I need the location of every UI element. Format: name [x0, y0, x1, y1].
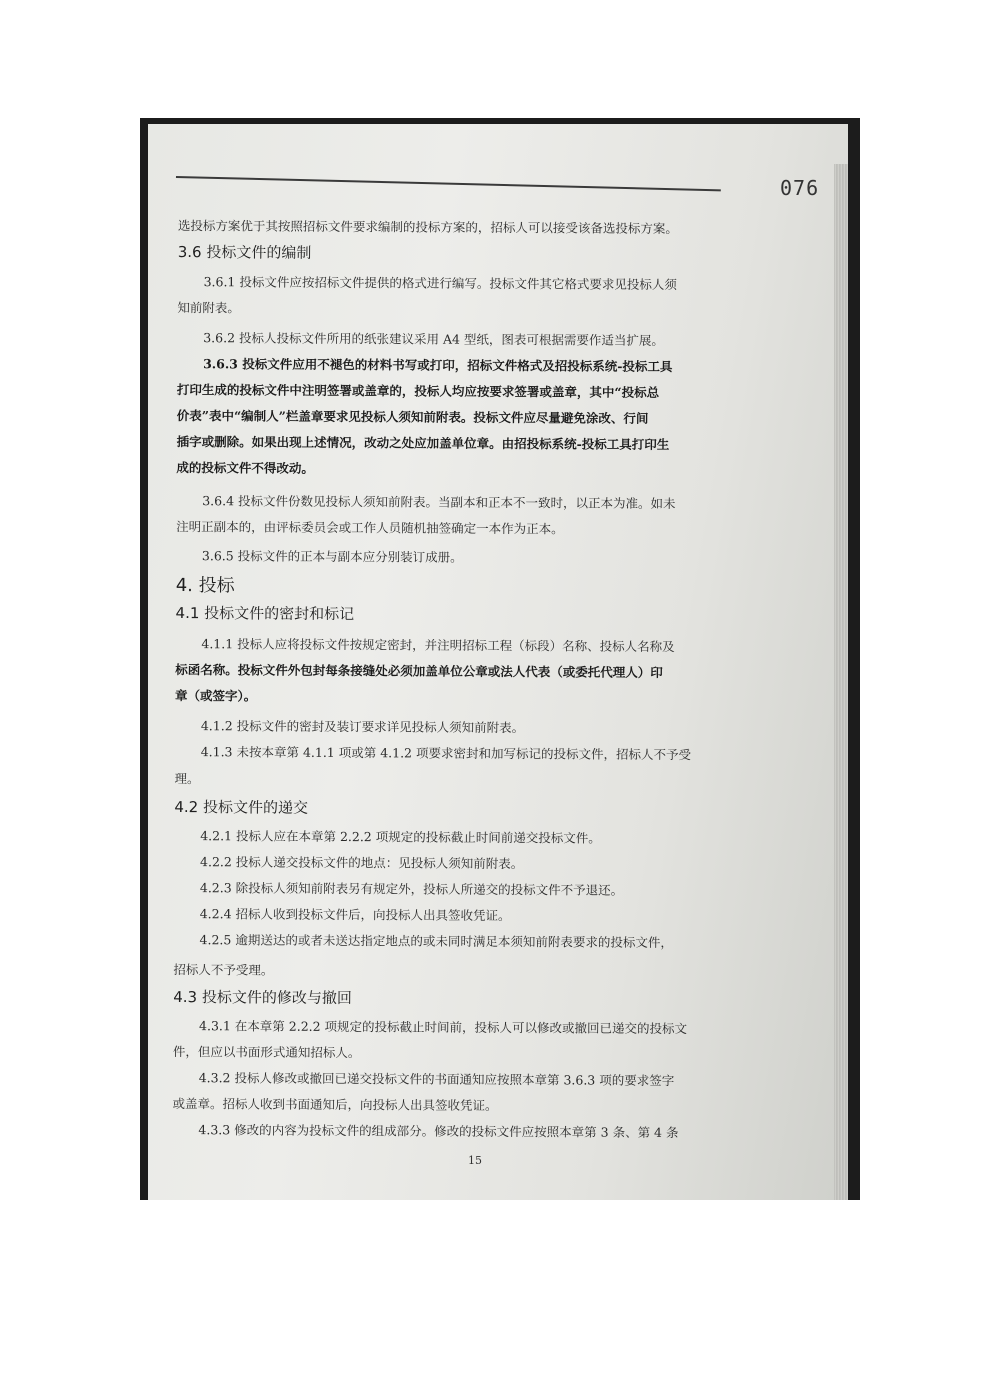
text-line: 4.3.2 投标人修改或撤回已递交投标文件的书面通知应按照本章第 3.6.3 项的要求签字 [198, 1070, 675, 1089]
document-photo [140, 118, 860, 1200]
text-line: 成的投标文件不得改动。 [176, 459, 315, 476]
text-line: 4.3.1 在本章第 2.2.2 项规定的投标截止时间前，投标人可以修改或撤回已递交的投标文 [199, 1018, 688, 1037]
chapter-heading: 4. 投标 [175, 574, 235, 597]
text-line: 理。 [174, 770, 200, 787]
text-line: 4.2.3 除投标人须知前附表另有规定外，投标人所递交的投标文件不予退还。 [199, 880, 624, 898]
section-heading: 4.1 投标文件的密封和标记 [175, 603, 355, 624]
page-number: 15 [468, 1154, 482, 1167]
text-line: 选投标方案优于其按照招标文件要求编制的投标方案的，招标人可以接受该备选投标方案。 [177, 217, 678, 237]
text-line: 3.6.4 投标文件份数见投标人须知前附表。当副本和正本不一致时，以正本为准。如未 [202, 493, 676, 512]
text-line: 或盖章。招标人收到书面通知后，向投标人出具签收凭证。 [172, 1095, 498, 1113]
text-line: 招标人不予受理。 [173, 961, 274, 978]
text-line: 3.6.5 投标文件的正本与副本应分别装订成册。 [201, 548, 463, 565]
page-stamp: 076 [780, 176, 820, 200]
text-line: 4.2.5 逾期送达的或者未送达指定地点的或未同时满足本须知前附表要求的投标文件， [199, 932, 673, 951]
section-heading: 4.2 投标文件的递交 [174, 797, 309, 817]
text-line: 4.3.3 修改的内容为投标文件的组成部分。修改的投标文件应按照本章第 3 条、第 4 条 [198, 1122, 679, 1141]
text-line: 3.6.3 投标文件应用不褪色的材料书写或打印，招标文件格式及招投标系统-投标工具 [203, 356, 673, 375]
page-content [172, 216, 738, 1141]
document-page [148, 124, 848, 1200]
text-line: 知前附表。 [177, 299, 241, 316]
text-line: 4.2.2 投标人递交投标文件的地点：见投标人须知前附表。 [200, 854, 524, 872]
header-rule [176, 176, 721, 191]
text-line: 插字或删除。如果出现上述情况，改动之处应加盖单位章。由招投标系统-投标工具打印生 [176, 433, 670, 453]
text-line: 3.6.2 投标人投标文件所用的纸张建议采用 A4 型纸，图表可根据需要作适当扩展。 [203, 330, 665, 348]
text-line: 注明正副本的，由评标委员会或工作人员随机抽签确定一本作为正本。 [176, 518, 564, 537]
text-line: 4.1.2 投标文件的密封及装订要求详见投标人须知前附表。 [200, 718, 525, 736]
text-line: 3.6.1 投标文件应按招标文件提供的格式进行编写。投标文件其它格式要求见投标人须 [203, 274, 677, 293]
text-line: 章（或签字）。 [175, 687, 257, 704]
text-line: 4.1.1 投标人应将投标文件按规定密封，并注明招标工程（标段）名称、投标人名称及 [201, 636, 675, 655]
text-line: 4.1.3 未按本章第 4.1.1 项或第 4.1.2 项要求密封和加写标记的投标文件，招标人不予受 [200, 744, 692, 763]
text-line: 件，但应以书面形式通知招标人。 [172, 1043, 361, 1061]
text-line: 标函名称。投标文件外包封每条接缝处必须加盖单位公章或法人代表（或委托代理人）印 [175, 661, 663, 680]
text-line: 打印生成的投标文件中注明签署或盖章的，投标人均应按要求签署或盖章，其中“投标总 [176, 381, 660, 400]
section-heading: 4.3 投标文件的修改与撤回 [173, 987, 352, 1008]
section-heading: 3.6 投标文件的编制 [177, 242, 312, 262]
page-stack-edge [834, 164, 848, 1200]
text-line: 4.2.4 招标人收到投标文件后，向投标人出具签收凭证。 [199, 906, 511, 924]
text-line: 价表”表中“编制人”栏盖章要求见投标人须知前附表。投标文件应尽量避免涂改、行间 [176, 407, 649, 426]
text-line: 4.2.1 投标人应在本章第 2.2.2 项规定的投标截止时间前递交投标文件。 [200, 828, 601, 846]
